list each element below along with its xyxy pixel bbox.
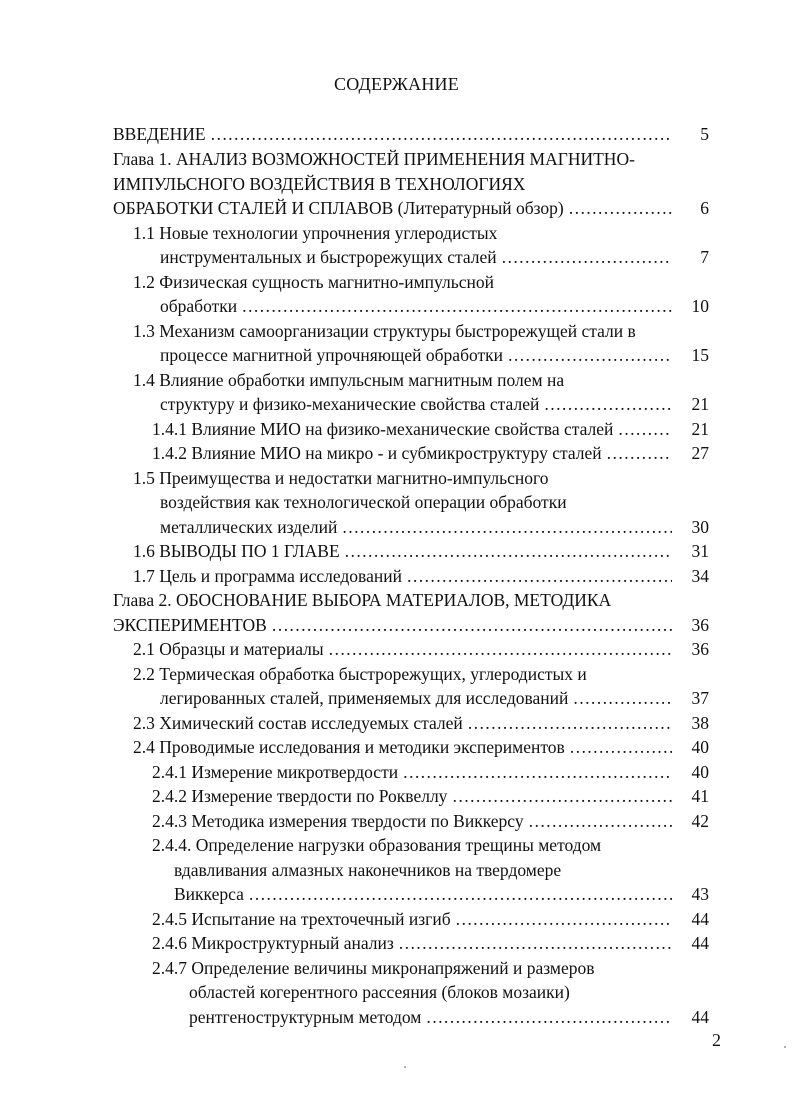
toc-entry-title-line: ЭКСПЕРИМЕНТОВ ……………………………………………………………………………………………………………………………… <box>113 613 672 637</box>
toc-entry-title-line: ВВЕДЕНИЕ ……………………………………………………………………………………………………………………………… <box>113 122 672 146</box>
toc-entry-page: 31 <box>691 541 709 561</box>
toc-entry-title-line: 2.4.5 Испытание на трехточечный изгиб ……………………………………………………………………………………………………………………………… <box>152 907 672 931</box>
toc-entry-page: 44 <box>691 933 709 953</box>
toc-entry-page: 41 <box>691 786 709 806</box>
toc-entry-page: 30 <box>691 517 709 537</box>
toc-entry-title-line: ОБРАБОТКИ СТАЛЕЙ И СПЛАВОВ (Литературный обзор) ……………………………………………………………………………………………………………………………… <box>113 196 672 220</box>
toc-entry-title-line: 1.4.2 Влияние МИО на микро - и субмикроструктуру сталей ……………………………………………………………………………………………………………………………… <box>152 441 672 465</box>
toc-entry-title-line: Глава 1. АНАЛИЗ ВОЗМОЖНОСТЕЙ ПРИМЕНЕНИЯ МАГНИТНО- <box>113 149 635 169</box>
toc-entry-page: 7 <box>700 247 709 267</box>
toc-entry-title-line: 1.6 ВЫВОДЫ ПО 1 ГЛАВЕ ……………………………………………………………………………………………………………………………… <box>133 539 672 563</box>
toc-entry-page: 15 <box>691 345 709 365</box>
toc-entry-title-line: 2.4.1 Измерение микротвердости ……………………………………………………………………………………………………………………………… <box>152 760 672 784</box>
toc-entry-page: 36 <box>691 615 709 635</box>
toc-entry-title-line: 2.4.3 Методика измерения твердости по Виккерсу ……………………………………………………………………………………………………………………………… <box>152 809 672 833</box>
toc-entry-page: 40 <box>691 762 709 782</box>
toc-entry-title-line: структуру и физико-механические свойства сталей ……………………………………………………………………………………………………………………………… <box>160 392 672 416</box>
toc-entry-title-line: 1.2 Физическая сущность магнитно-импульсной <box>133 272 494 292</box>
toc-entry-title-line: 2.4.6 Микроструктурный анализ ……………………………………………………………………………………………………………………………… <box>152 931 672 955</box>
toc-entry-page: 34 <box>691 566 709 586</box>
toc-entry-title-line: 1.5 Преимущества и недостатки магнитно-импульсного <box>133 468 549 488</box>
toc-entry-title-line: областей когерентного рассеяния (блоков мозаики) <box>189 982 570 1002</box>
toc-entry-page: 36 <box>691 639 709 659</box>
toc-entry-title-line: процессе магнитной упрочняющей обработки ……………………………………………………………………………………………………………………………… <box>160 343 672 367</box>
toc-entry-title-line: 2.4.2 Измерение твердости по Роквеллу ……………………………………………………………………………………………………………………………… <box>152 784 672 808</box>
toc-entry-title-line: инструментальных и быстрорежущих сталей ……………………………………………………………………………………………………………………………… <box>160 245 672 269</box>
toc-entry-title-line: Виккерса ……………………………………………………………………………………………………………………………… <box>174 882 672 906</box>
toc-entry-title-line: обработки ……………………………………………………………………………………………………………………………… <box>160 294 672 318</box>
toc-entry-page: 37 <box>691 688 709 708</box>
toc-entry-title-line: 2.4.4. Определение нагрузки образования трещины методом <box>152 835 602 855</box>
toc-entry-title-line: 1.4.1 Влияние МИО на физико-механические свойства сталей ……………………………………………………………………………………………………………………………… <box>152 417 672 441</box>
toc-entry-title-line: 1.3 Механизм самоорганизации структуры быстрорежущей стали в <box>133 321 636 341</box>
toc-entry-page: 21 <box>691 419 709 439</box>
toc-entry-title-line: 2.1 Образцы и материалы ……………………………………………………………………………………………………………………………… <box>133 637 672 661</box>
toc-entry-page: 6 <box>700 198 709 218</box>
toc-entry-title-line: ИМПУЛЬСНОГО ВОЗДЕЙСТВИЯ В ТЕХНОЛОГИЯХ <box>113 174 526 194</box>
toc-entry-page: 44 <box>691 1007 709 1027</box>
toc-entry-page: 44 <box>691 909 709 929</box>
toc-entry-title-line: 1.4 Влияние обработки импульсным магнитным полем на <box>133 370 565 390</box>
toc-entry-title-line: 2.4 Проводимые исследования и методики экспериментов ……………………………………………………………………………………………………………………………… <box>133 735 672 759</box>
toc-entry-page: 38 <box>691 713 709 733</box>
page-title: СОДЕРЖАНИЕ <box>334 74 459 94</box>
toc-entry-title-line: 2.3 Химический состав исследуемых сталей ……………………………………………………………………………………………………………………………… <box>133 711 672 735</box>
toc-entry-page: 5 <box>700 124 709 144</box>
scan-speck <box>404 1066 406 1068</box>
toc-entry-title-line: рентгеноструктурным методом ……………………………………………………………………………………………………………………………… <box>189 1005 672 1029</box>
toc-entry-page: 27 <box>691 443 709 463</box>
toc-entry-title-line: 2.4.7 Определение величины микронапряжений и размеров <box>152 958 595 978</box>
toc-entry-page: 21 <box>691 394 709 414</box>
toc-entry-page: 42 <box>691 811 709 831</box>
page-number: 2 <box>712 1030 721 1050</box>
toc-entry-title-line: 1.1 Новые технологии упрочнения углеродистых <box>133 223 498 243</box>
toc-entry-title-line: вдавливания алмазных наконечников на твердомере <box>174 860 562 880</box>
toc-entry-title-line: Глава 2. ОБОСНОВАНИЕ ВЫБОРА МАТЕРИАЛОВ, МЕТОДИКА <box>113 590 612 610</box>
toc-entry-page: 40 <box>691 737 709 757</box>
toc-entry-title-line: металлических изделий ……………………………………………………………………………………………………………………………… <box>160 515 672 539</box>
toc-entry-title-line: легированных сталей, применяемых для исследований ……………………………………………………………………………………………………………………………… <box>160 686 672 710</box>
toc-entry-page: 10 <box>691 296 709 316</box>
scan-speck <box>784 1046 786 1048</box>
toc-entry-title-line: 2.2 Термическая обработка быстрорежущих, углеродистых и <box>133 664 587 684</box>
toc-entry-page: 43 <box>691 884 709 904</box>
toc-entry-title-line: воздействия как технологической операции обработки <box>160 492 567 512</box>
toc-entry-title-line: 1.7 Цель и программа исследований ……………………………………………………………………………………………………………………………… <box>133 564 672 588</box>
